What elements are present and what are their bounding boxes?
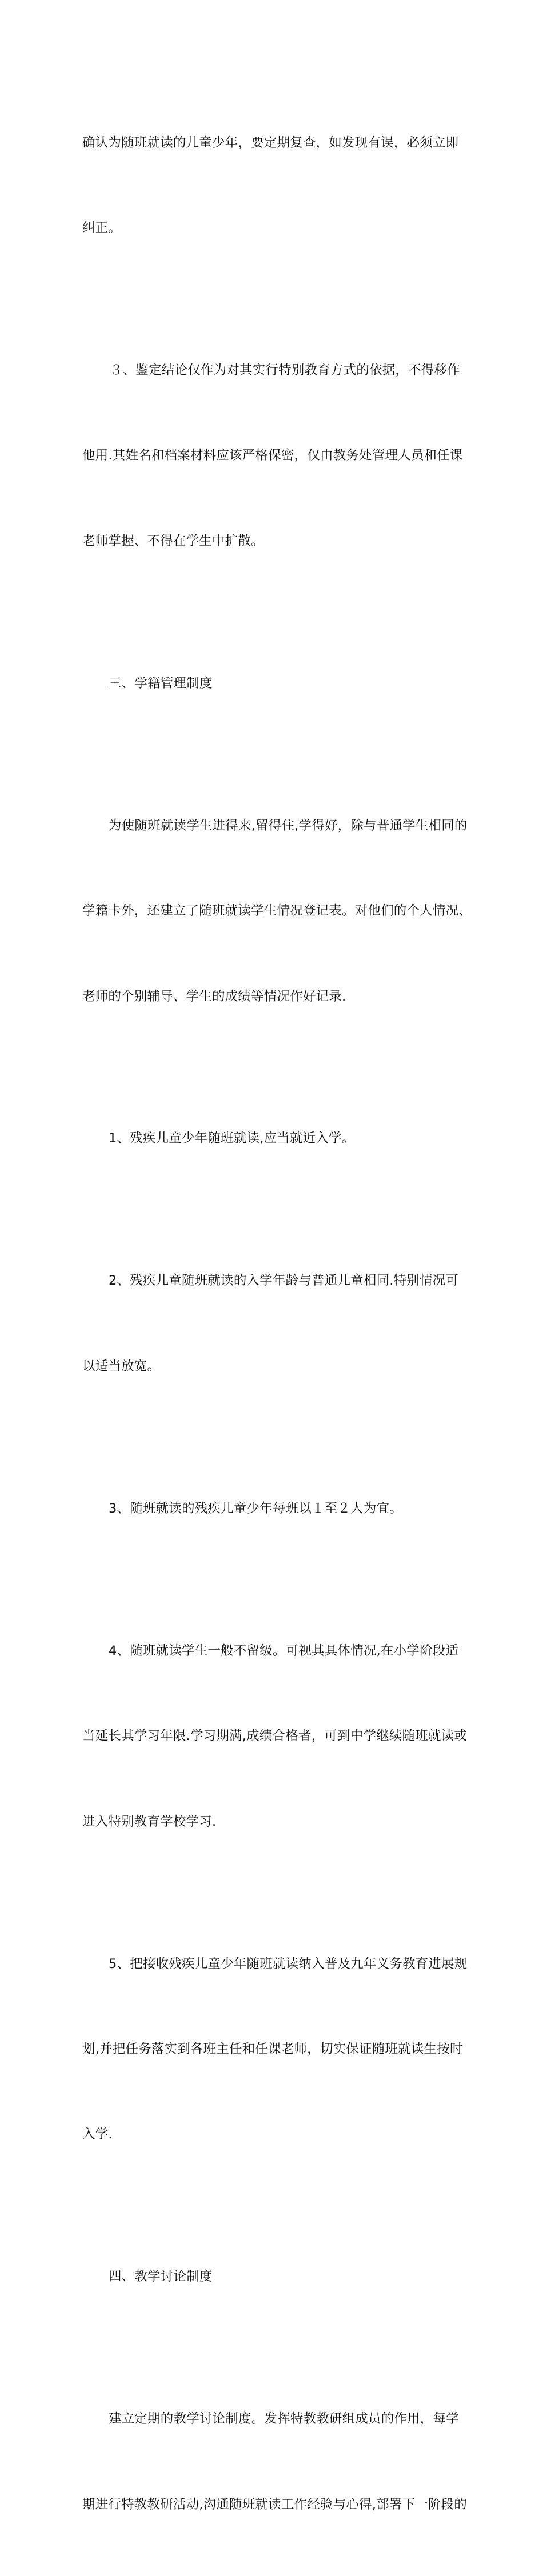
paragraph-review: [82, 72, 471, 299]
text-line: 4、随班就读学生一般不留级。可视其具体情况,在小学阶段适: [109, 1643, 459, 1658]
heading-text: 三、学籍管理制度: [109, 675, 213, 691]
text-line: 建立定期的教学讨论制度。发挥特教教研组成员的作用，每学: [109, 2411, 459, 2427]
paragraph-teaching-discussion: [82, 2349, 471, 2576]
document-body: [82, 72, 471, 2576]
section-heading-teaching-discussion: [82, 2206, 471, 2349]
text-line: 老师掌握、不得在学生中扩散。: [82, 533, 264, 549]
text-line: 1、残疾儿童少年随班就读,应当就近入学。: [109, 1131, 355, 1146]
paragraph-item-5: [82, 1893, 471, 2206]
text-line: 入学.: [82, 2127, 113, 2142]
text-line: 老师的个别辅导、学生的成绩等情况作好记录.: [82, 989, 346, 1004]
text-line: 期进行特教教研活动,沟通随班就读工作经验与心得,部署下一阶段的: [82, 2497, 468, 2512]
paragraph-item-3-confidentiality: [82, 299, 471, 613]
text-line: 学籍卡外，还建立了随班就读学生情况登记表。对他们的个人情况、: [82, 903, 472, 919]
text-line: 确认为随班就读的儿童少年，要定期复查，如发现有误，必须立即: [82, 135, 459, 150]
section-heading-enrollment-management: [82, 613, 471, 755]
paragraph-item-3: [82, 1438, 471, 1580]
paragraph-enrollment-intro: [82, 755, 471, 1068]
text-line: 划,并把任务落实到各班主任和任课老师，切实保证随班就读生按时: [82, 2041, 463, 2057]
text-line: ３、鉴定结论仅作为对其实行特别教育方式的依据，不得移作: [110, 362, 460, 378]
text-line: 5、把接收残疾儿童少年随班就读纳入普及九年义务教育进展规: [109, 1956, 468, 1971]
heading-text: 四、教学讨论制度: [109, 2269, 213, 2285]
paragraph-item-1: [82, 1068, 471, 1210]
paragraph-item-4: [82, 1580, 471, 1893]
text-line: 为使随班就读学生进得来,留得住,学得好，除与普通学生相同的: [109, 818, 468, 833]
text-line: 2、残疾儿童随班就读的入学年龄与普通儿童相同.特别情况可: [109, 1273, 459, 1289]
text-line: 进入特别教育学校学习.: [82, 1814, 217, 1829]
paragraph-item-2: [82, 1210, 471, 1438]
text-line: 3、随班就读的残疾儿童少年每班以１至２人为宜。: [109, 1501, 402, 1516]
text-line: 他用.其姓名和档案材料应该严格保密，仅由教务处管理人员和任课: [82, 448, 463, 463]
text-line: 纠正。: [82, 220, 122, 235]
text-line: 以适当放宽。: [82, 1358, 161, 1374]
text-line: 当延长其学习年限.学习期满,成绩合格者，可到中学继续随班就读或: [82, 1729, 468, 1744]
